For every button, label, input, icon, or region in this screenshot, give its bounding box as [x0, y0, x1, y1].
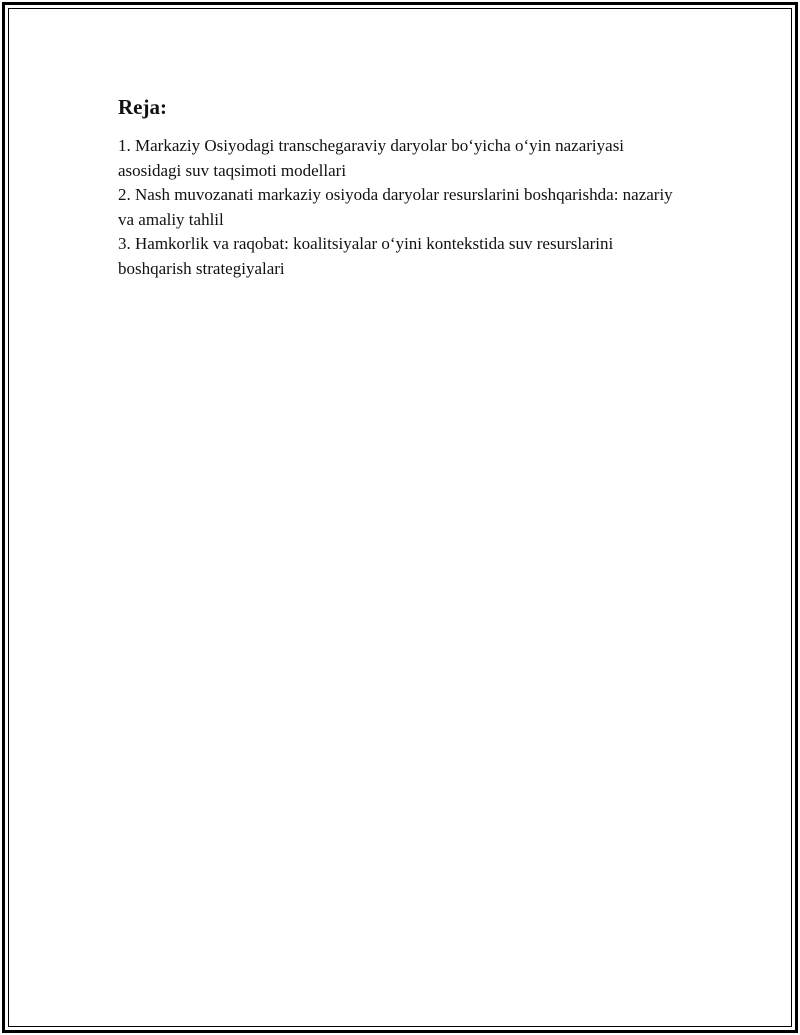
plan-item-1: 1. Markaziy Osiyodagi transchegaraviy daryolar bo‘yicha o‘yin nazariyasi asosidagi suv taqsimoti modellari: [118, 136, 625, 180]
plan-item-2: 2. Nash muvozanati markaziy osiyoda daryolar resurslarini boshqarishda: nazariy va amaliy tahlil: [118, 185, 673, 229]
plan-item-3: 3. Hamkorlik va raqobat: koalitsiyalar o‘yini kontekstida suv resurslarini boshqarish strategiyalari: [118, 234, 614, 278]
plan-list: [118, 134, 678, 281]
document-content: [118, 94, 678, 281]
plan-heading: Reja:: [118, 95, 167, 119]
